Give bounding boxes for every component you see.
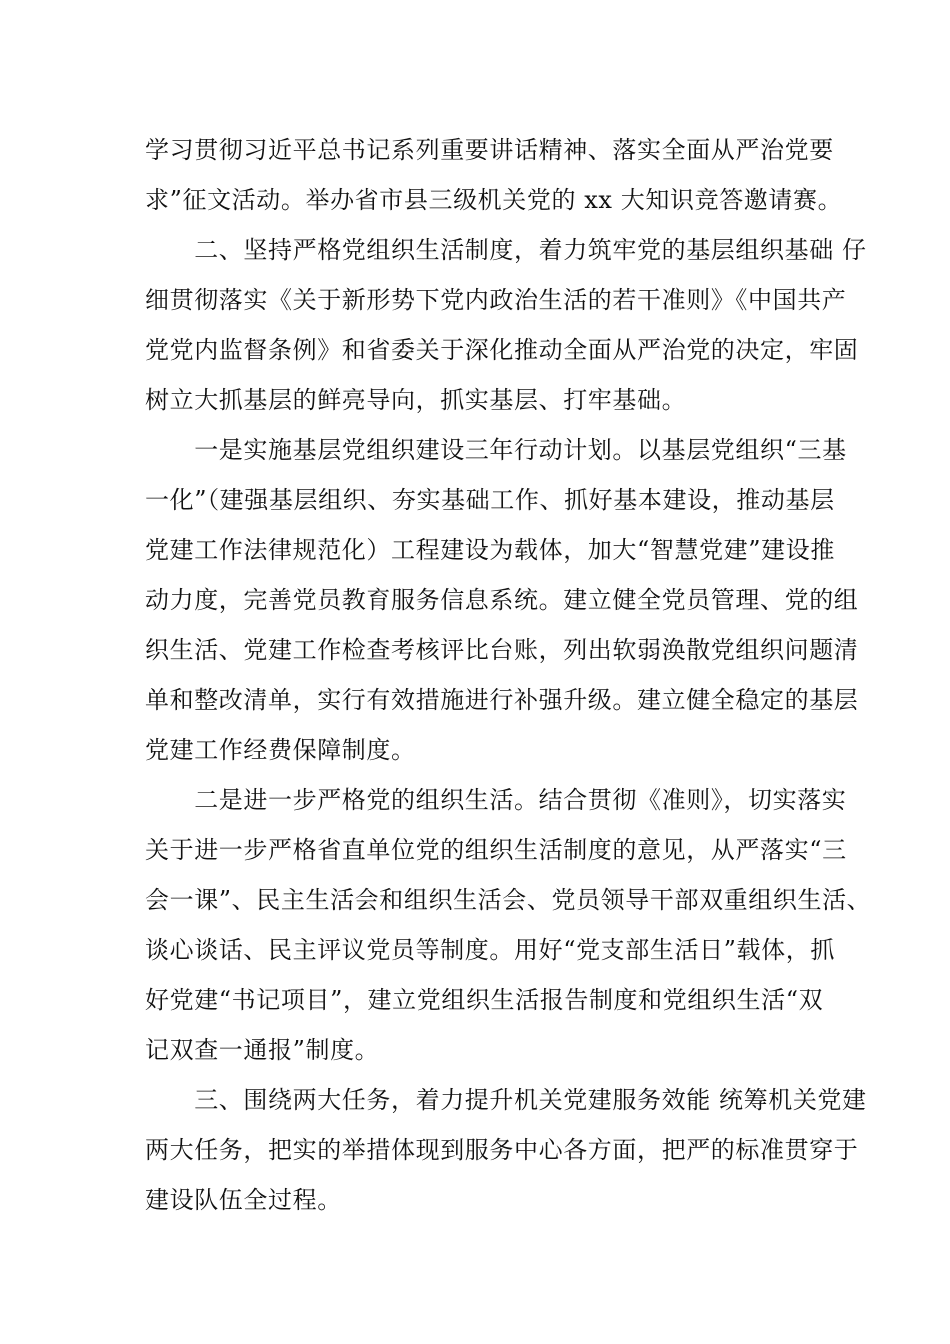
- text-line: 一是实施基层党组织建设三年行动计划。以基层党组织“三基: [145, 436, 847, 464]
- text-line: 树立大抓基层的鲜亮导向，抓实基层、打牢基础。: [145, 386, 687, 414]
- text-line: 建设队伍全过程。: [145, 1186, 342, 1214]
- text-line: 党建工作法律规范化）工程建设为载体，加大“智慧党建”建设推: [145, 536, 835, 564]
- text-line: 党党内监督条例》和省委关于深化推动全面从严治党的决定，牢固: [145, 336, 859, 364]
- text-line: 求”征文活动。举办省市县三级机关党的 xx 大知识竞答邀请赛。: [145, 186, 843, 214]
- text-line: 好党建“书记项目”，建立党组织生活报告制度和党组织生活“双: [145, 986, 824, 1014]
- text-line: 关于进一步严格省直单位党的组织生活制度的意见，从严落实“三: [145, 836, 847, 864]
- text-line: 二、坚持严格党组织生活制度，着力筑牢党的基层组织基础 仔: [145, 236, 867, 264]
- text-line: 细贯彻落实《关于新形势下党内政治生活的若干准则》《中国共产: [145, 286, 847, 314]
- text-line: 会一课”、民主生活会和组织生活会、党员领导干部双重组织生活、: [145, 886, 872, 914]
- text-line: 一化”（建强基层组织、夯实基础工作、抓好基本建设，推动基层: [145, 486, 835, 514]
- text-line: 学习贯彻习近平总书记系列重要讲话精神、落实全面从严治党要: [145, 136, 834, 164]
- text-line: 织生活、党建工作检查考核评比台账，列出软弱涣散党组织问题清: [145, 636, 859, 664]
- text-line: 党建工作经费保障制度。: [145, 736, 416, 764]
- text-line: 动力度，完善党员教育服务信息系统。建立健全党员管理、党的组: [145, 586, 859, 614]
- text-line: 二是进一步严格党的组织生活。结合贯彻《准则》，切实落实: [145, 786, 847, 814]
- text-line: 两大任务，把实的举措体现到服务中心各方面，把严的标准贯穿于: [145, 1136, 859, 1164]
- text-line: 记双查一通报”制度。: [145, 1036, 380, 1064]
- text-line: 谈心谈话、民主评议党员等制度。用好“党支部生活日”载体，抓: [145, 936, 835, 964]
- text-line: 三、围绕两大任务，着力提升机关党建服务效能 统筹机关党建: [145, 1086, 867, 1114]
- text-line: 单和整改清单，实行有效措施进行补强升级。建立健全稳定的基层: [145, 686, 859, 714]
